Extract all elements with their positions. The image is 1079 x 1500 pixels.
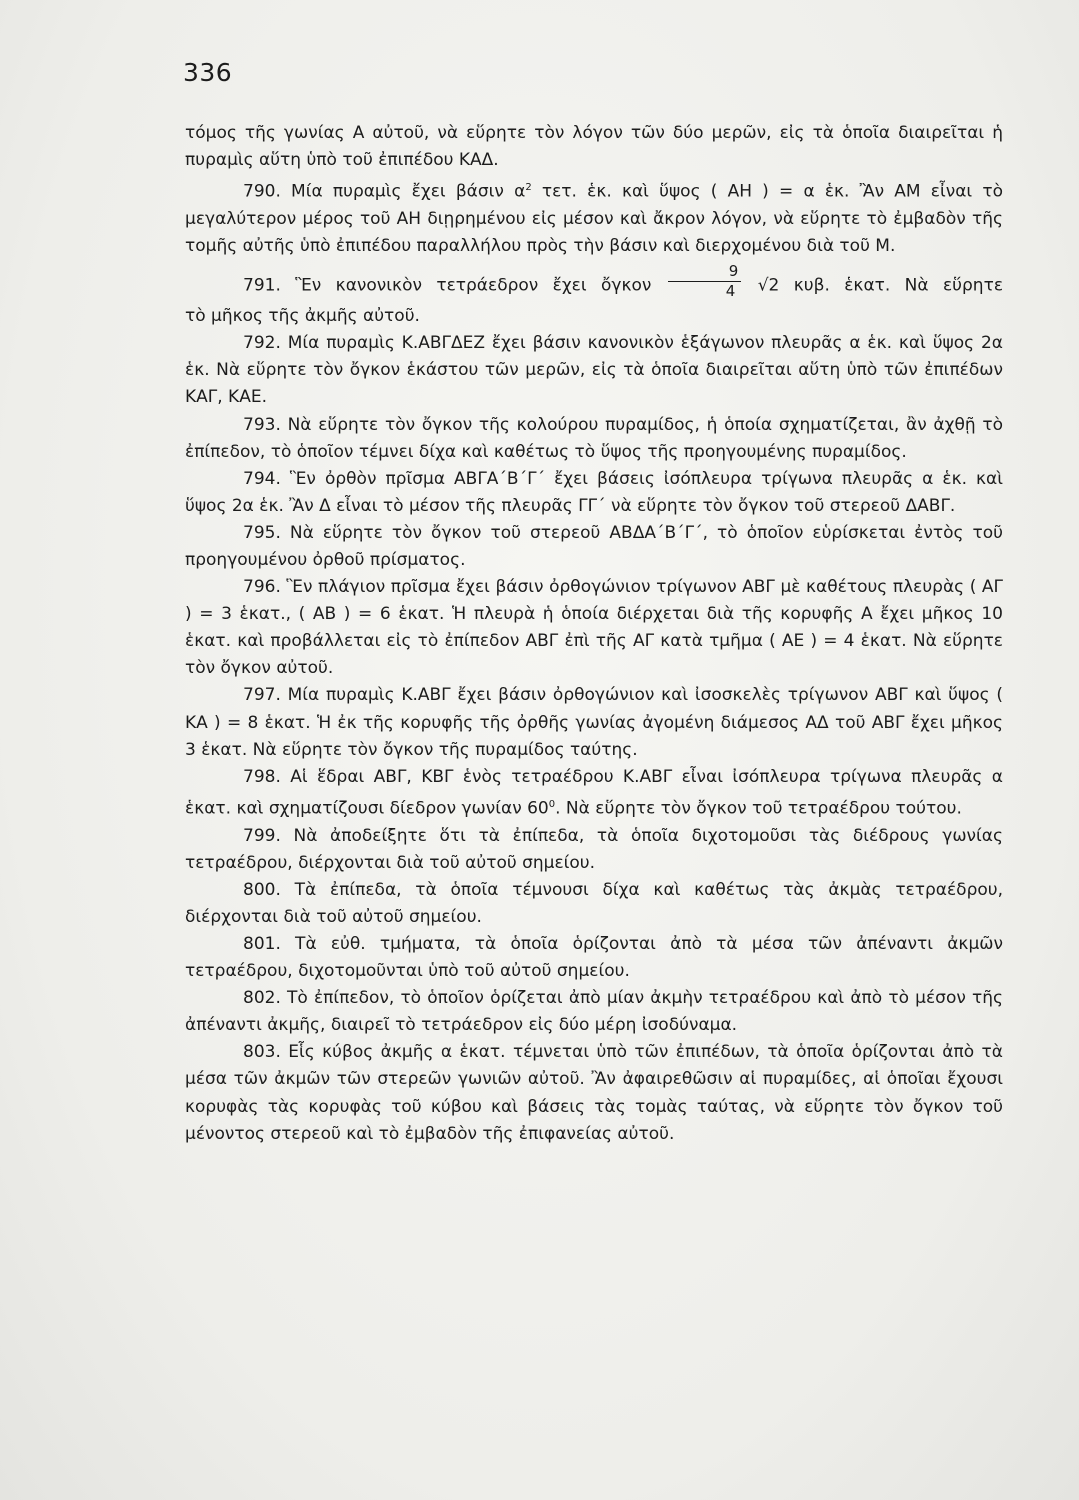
exercise-791-text-b: √2 κυβ. ἑκατ. Νὰ εὕρητε <box>757 275 1004 296</box>
exercise-795: 795. Νὰ εὕρητε τὸν ὄγκον τοῦ στερεοῦ ΑΒΔΑ΄Β΄Γ΄, τὸ ὁποῖον εὑρίσκεται ἐντὸς τοῦ προηγουμένου ὀρθοῦ πρίσματος. <box>185 522 1003 570</box>
fraction-9-4 <box>668 264 742 299</box>
exercise-793: 793. Νὰ εὕρητε τὸν ὄγκον τῆς κολούρου πυραμίδος, ἡ ὁποία σχηματίζεται, ἂν ἀχθῇ τὸ ἐπίπεδον, τὸ ὁποῖον τέμνει δίχα καὶ καθέτως τὸ ὕψος τῆς προηγουμένης πυραμίδος. <box>185 414 1003 462</box>
exercise-798-text-a: 798. Αἱ ἕδραι ΑΒΓ, ΚΒΓ ἑνὸς τετραέδρου Κ.ΑΒΓ εἶναι ἰσόπλευρα τρίγωνα πλευρᾶς α ἑκατ. καὶ σχηματίζουσι δίεδρον γωνίαν 60 <box>185 766 1003 819</box>
exercise-796: 796. Ἓν πλάγιον πρῖσμα ἔχει βάσιν ὀρθογώνιον τρίγωνον ΑΒΓ μὲ καθέτους πλευρὰς ( ΑΓ ) = 3 ἑκατ., ( ΑΒ ) = 6 ἑκατ. Ἡ πλευρὰ ἡ ὁποία διέρχεται διὰ τῆς κορυφῆς Α ἔχει μῆκος 10 ἑκατ. καὶ προβάλλεται εἰς τὸ ἐπίπεδον ΑΒΓ ἐπὶ τῆς ΑΓ κατὰ τμῆμα ( ΑΕ ) = 4 ἑκατ. Νὰ εὕρητε τὸν ὄγκον αὐτοῦ. <box>185 577 1003 679</box>
exercise-800: 800. Τὰ ἐπίπεδα, τὰ ὁποῖα τέμνουσι δίχα καὶ καθέτως τὰς ἀκμὰς τετραέδρου, διέρχονται διὰ τοῦ αὐτοῦ σημείου. <box>185 879 1003 927</box>
exponent-2: 2 <box>525 182 532 194</box>
exercise-799: 799. Νὰ ἀποδείξητε ὅτι τὰ ἐπίπεδα, τὰ ὁποῖα διχοτομοῦσι τὰς διέδρους γωνίας τετραέδρου, διέρχονται διὰ τοῦ αὐτοῦ σημείου. <box>185 825 1003 873</box>
exercise-803: 803. Εἷς κύβος ἀκμῆς α ἑκατ. τέμνεται ὑπὸ τῶν ἐπιπέδων, τὰ ὁποῖα ὁρίζονται ἀπὸ τὰ μέσα τῶν ἀκμῶν τῶν στερεῶν γωνιῶν αὐτοῦ. Ἂν ἀφαιρεθῶσιν αἱ πυραμίδες, αἱ ὁποῖαι ἔχουσι κορυφὰς τὰς κορυφὰς τοῦ κύβου καὶ βάσεις τὰς τομὰς ταύτας, νὰ εὕρητε τὸν ὄγκον τοῦ μένοντος στερεοῦ καὶ τὸ ἐμβαδὸν τῆς ἐπιφανείας αὐτοῦ. <box>185 1042 1003 1144</box>
exercise-797: 797. Μία πυραμὶς Κ.ΑΒΓ ἔχει βάσιν ὀρθογώνιον καὶ ἰσοσκελὲς τρίγωνον ΑΒΓ καὶ ὕψος ( ΚΑ ) = 8 ἑκατ. Ἡ ἐκ τῆς κορυφῆς τῆς ὀρθῆς γωνίας ἀγομένη διάμεσος ΑΔ τοῦ ΑΒΓ ἔχει μῆκος 3 ἑκατ. Νὰ εὕρητε τὸν ὄγκον τῆς πυραμίδος ταύτης. <box>185 685 1003 760</box>
page-number: 336 <box>183 58 233 87</box>
exercise-790-text-b: τετ. ἑκ. καὶ ὕψος ( ΑΗ ) = α ἑκ. Ἂν ΑΜ εἶναι τὸ μεγαλύτερον μέρος τοῦ ΑΗ διῃρημένου εἰς μέσον καὶ ἄκρον λόγον, νὰ εὕρητε τὸ ἐμβαδὸν τῆς τομῆς αὐτῆς ὑπὸ ἐπιπέδου παραλλήλου πρὸς τὴν βάσιν καὶ διερχομένου διὰ τοῦ Μ. <box>185 181 1003 257</box>
exercise-790-text-a: 790. Μία πυραμὶς ἔχει βάσιν α <box>243 181 526 202</box>
paragraph-continued: τόμος τῆς γωνίας Α αὐτοῦ, νὰ εὕρητε τὸν λόγον τῶν δύο μερῶν, εἰς τὰ ὁποῖα διαιρεῖται ἡ πυραμὶς αὕτη ὑπὸ τοῦ ἐπιπέδου ΚΑΔ. <box>185 123 1003 171</box>
fraction-numerator: 9 <box>668 264 742 282</box>
exercise-791-line-2: τὸ μῆκος τῆς ἀκμῆς αὐτοῦ. <box>185 306 420 327</box>
exercise-792: 792. Μία πυραμὶς Κ.ΑΒΓΔΕΖ ἔχει βάσιν κανονικὸν ἑξάγωνον πλευρᾶς α ἑκ. καὶ ὕψος 2α ἑκ. Νὰ εὕρητε τὸν ὄγκον ἑκάστου τῶν μερῶν, εἰς τὰ ὁποῖα διαιρεῖται αὕτη ὑπὸ τῶν ἐπιπέδων ΚΑΓ, ΚΑΕ. <box>185 333 1003 408</box>
exercise-798 <box>185 764 1003 823</box>
exercise-791 <box>185 262 1004 303</box>
fraction-denominator: 4 <box>725 282 736 301</box>
exercise-798-text-b: . Νὰ εὕρητε τὸν ὄγκον τοῦ τετραέδρου τούτου. <box>555 798 962 819</box>
degree-mark: 0 <box>548 798 556 810</box>
exercise-794: 794. Ἓν ὀρθὸν πρῖσμα ΑΒΓΑ΄Β΄Γ΄ ἔχει βάσεις ἰσόπλευρα τρίγωνα πλευρᾶς α ἑκ. καὶ ὕψος 2α ἑκ. Ἂν Δ εἶναι τὸ μέσον τῆς πλευρᾶς ΓΓ΄ νὰ εὕρητε τὸν ὄγκον τοῦ στερεοῦ ΔΑΒΓ. <box>185 468 1003 516</box>
exercise-790 <box>185 174 1003 260</box>
exercise-802: 802. Τὸ ἐπίπεδον, τὸ ὁποῖον ὁρίζεται ἀπὸ μίαν ἀκμὴν τετραέδρου καὶ ἀπὸ τὸ μέσον τῆς ἀπέναντι ἀκμῆς, διαιρεῖ τὸ τετράεδρον εἰς δύο μέρη ἰσοδύναμα. <box>185 988 1003 1036</box>
exercise-791-text-a: 791. Ἓν κανονικὸν τετράεδρον ἔχει ὄγκον <box>243 275 652 296</box>
exercise-801: 801. Τὰ εὐθ. τμήματα, τὰ ὁποῖα ὁρίζονται ἀπὸ τὰ μέσα τῶν ἀπέναντι ἀκμῶν τετραέδρου, διχοτομοῦνται ὑπὸ τοῦ αὐτοῦ σημείου. <box>185 933 1003 982</box>
page-text <box>185 120 1003 1148</box>
